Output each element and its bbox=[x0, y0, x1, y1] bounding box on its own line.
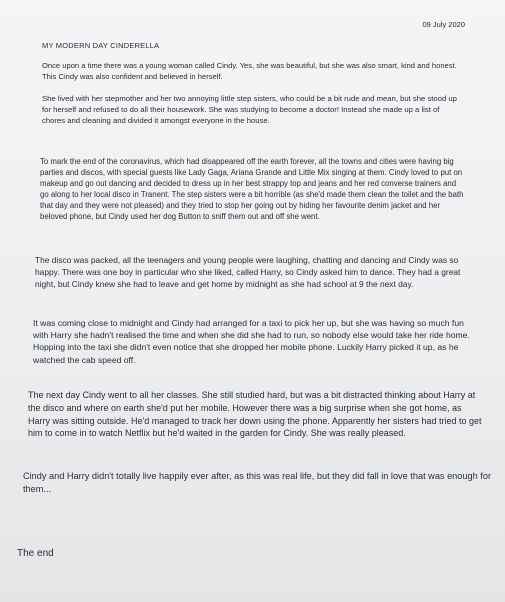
paragraph-4: The disco was packed, all the teenagers and young people were laughing, chatting and dancing and Cindy was so happy. There was one boy in particular who she liked, called Harry, so Cindy asked him to dance. They had a great night, but Cindy knew she had to leave and get home by midnight as she had school at 9 the next day. bbox=[35, 255, 461, 289]
paragraph-1: Once upon a time there was a young woman called Cindy. Yes, she was beautiful, but she was also smart, kind and honest. This Cindy was also confident and believed in herself. bbox=[42, 61, 457, 81]
paragraph-3: To mark the end of the coronavirus, which had disappeared off the earth forever, all the towns and cities were having big parties and discos, with special guests like Lady Gaga, Ariana Grande and Little Mix singing at them. Cindy loved to put on makeup and go out dancing and decided to dress up in her best strappy top and jeans and her red converse trainers and go along to her local disco in Tranent. The step sisters were a bit horrible (as she'd made them clean the toilet and the bath that day and they were not pleased) and they tried to stop her going out by hiding her favourite denim jacket and her beloved phone, but Cindy used her dog Button to sniff them out and off she went. bbox=[40, 157, 464, 222]
paragraph-6: The next day Cindy went to all her classes. She still studied hard, but was a bit distracted thinking about Harry at the disco and where on earth she'd put her mobile. However there was a big surprise when she got home, as Harry was sitting outside. He'd managed to track her down using the phone. Apparently her sisters had tried to get him to come in to watch Netflix but he'd waited in the garden for Cindy. She was really pleased. bbox=[28, 390, 482, 439]
paragraph-7: Cindy and Harry didn't totally live happily ever after, as this was real life, but they did fall in love that was enough for them... bbox=[23, 471, 492, 495]
document-date: 09 July 2020 bbox=[422, 20, 465, 29]
paragraph-5: It was coming close to midnight and Cindy had arranged for a taxi to pick her up, but she was having so much fun with Harry she hadn't realised the time and when she did she had to run, so nobody else would take her ride home. Hopping into the taxi she didn't even notice that she dropped her mobile phone. Luckily Harry picked it up, as he watched the cab speed off. bbox=[33, 318, 470, 365]
document-title: MY MODERN DAY CINDERELLA bbox=[42, 41, 160, 50]
paragraph-2: She lived with her stepmother and her two annoying little step sisters, who could be a bit rude and mean, but she stood up for herself and refused to do all their housework. She was studying to become a doctor! Instead she made up a list of chores and cleaning and divided it amongst everyone in the house. bbox=[42, 94, 457, 125]
closing-text: The end bbox=[17, 548, 54, 559]
